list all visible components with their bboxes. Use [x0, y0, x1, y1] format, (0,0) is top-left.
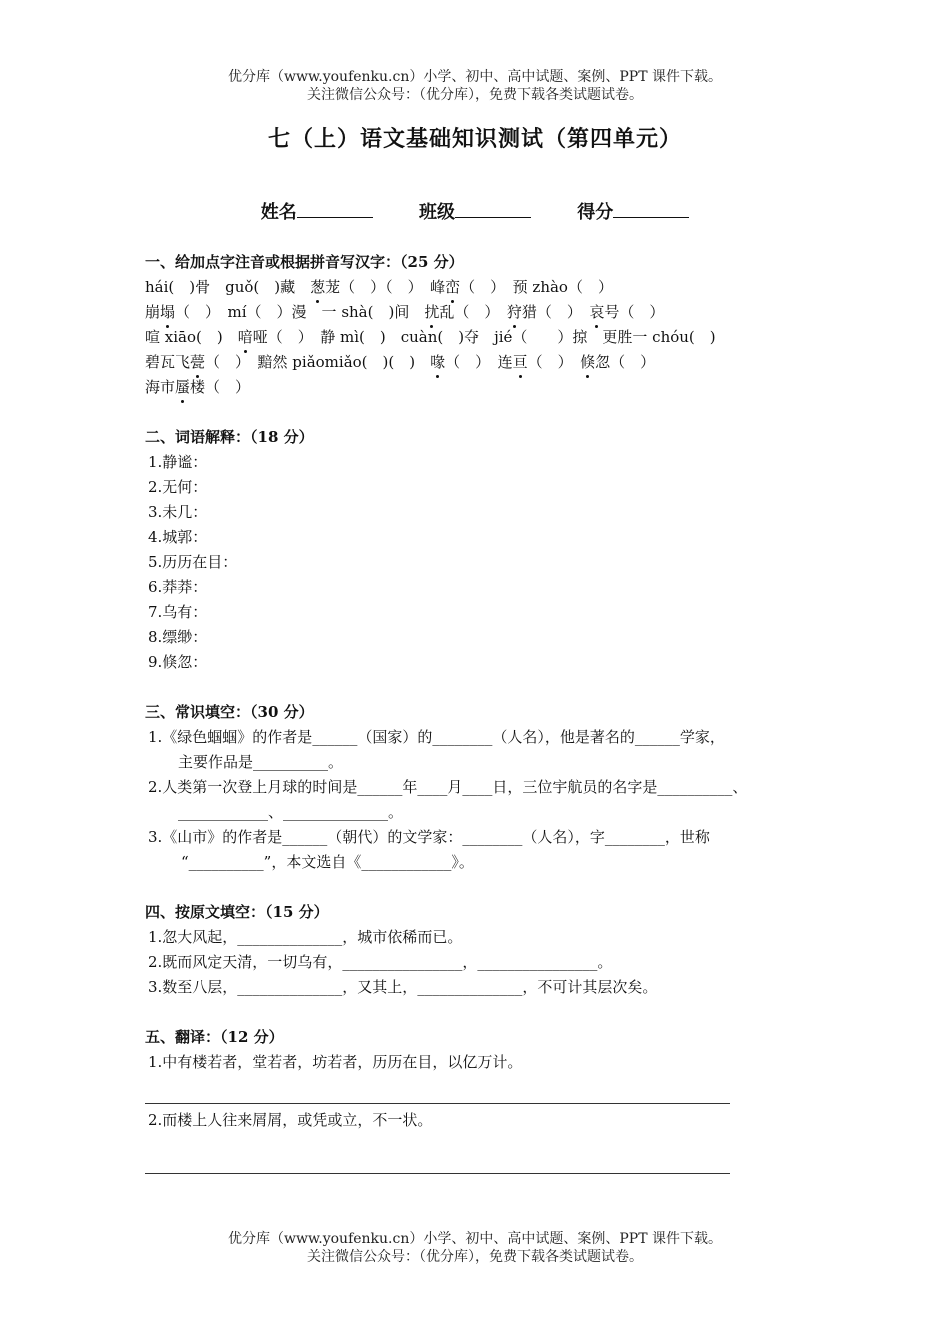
name-field[interactable]: [261, 198, 373, 224]
footer-line-1: 优分库（www.youfenku.cn）小学、初中、高中试题、案例、PPT 课件下载。: [227, 1231, 722, 1247]
vocab-item: 5.历历在目：: [148, 553, 238, 571]
footer-line-2: 关注微信公众号：（优分库），免费下载各类试题试卷。: [307, 1249, 643, 1265]
vocab-item: 2.无何：: [148, 478, 208, 496]
name-label: 姓名: [260, 202, 297, 223]
student-info: [0, 198, 950, 224]
section-2-heading: 二、词语解释：（18 分）: [145, 428, 314, 446]
knowledge-q1: 1.《绿色蝈蝈》的作者是______（国家）的________（人名），他是著名的______学家，: [148, 728, 725, 746]
section-3-heading: 三、常识填空：（30 分）: [145, 703, 314, 721]
knowledge-q3-cont: “__________”，本文选自《____________》。: [181, 853, 474, 871]
knowledge-q3: 3.《山市》的作者是______（朝代）的文学家：________（人名），字________，世称: [148, 828, 710, 846]
vocab-item: 1.静谧：: [148, 453, 208, 471]
vocab-item: 6.莽莽：: [148, 578, 208, 596]
page-footer: [0, 1230, 950, 1266]
page-title: 七（上）语文基础知识测试（第四单元）: [267, 126, 682, 152]
translate-q1: 1.中有楼若者，堂若者，坊若者，历历在目，以亿万计。: [148, 1053, 523, 1071]
section-4-heading: 四、按原文填空：（15 分）: [145, 903, 329, 921]
knowledge-q2: 2.人类第一次登上月球的时间是______年____月____日，三位宇航员的名字是__________、: [148, 778, 748, 796]
vocab-item: 7.乌有：: [148, 603, 208, 621]
pinyin-row-5: 海市蜃楼（ ）: [145, 375, 825, 400]
fill-item: 1.忽大风起，______________，城市依稀而已。: [148, 928, 463, 946]
header-line-2: 关注微信公众号：（优分库），免费下载各类试题试卷。: [307, 87, 643, 103]
translate-q2: 2.而楼上人往来屑屑，或凭或立，不一状。: [148, 1111, 433, 1129]
knowledge-q1-cont: 主要作品是__________。: [178, 753, 344, 771]
pinyin-row-3: 喧 xiāo( ) 喑哑（ ） 静 mì( ) cuàn( )夺 jié（ ）掠 更胜一 chóu( ): [145, 325, 825, 350]
pinyin-row-4: 碧瓦飞甍（ ） 黯然 piǎomiǎo( )( ) 喙（ ） 连亘（ ） 倏忽（ ）: [145, 350, 825, 375]
answer-line-2[interactable]: [145, 1173, 730, 1174]
answer-line-1[interactable]: [145, 1103, 730, 1104]
vocab-item: 9.倏忽：: [148, 653, 208, 671]
fill-item: 2.既而风定天清，一切乌有，________________，________________。: [148, 953, 613, 971]
header-line-1: 优分库（www.youfenku.cn）小学、初中、高中试题、案例、PPT 课件下载。: [227, 69, 722, 85]
vocab-item: 4.城郭：: [148, 528, 208, 546]
class-field[interactable]: [419, 198, 531, 224]
score-label: 得分: [577, 202, 614, 223]
section-5-heading: 五、翻译：（12 分）: [145, 1028, 284, 1046]
pinyin-row-1: hái( )骨 guǒ( )藏 葱茏（ ）（ ） 峰峦（ ） 预 zhào（ ）: [145, 275, 825, 300]
fill-item: 3.数至八层，______________，又其上，______________，不可计其层次矣。: [148, 978, 658, 996]
class-label: 班级: [419, 202, 455, 223]
vocab-item: 3.未几：: [148, 503, 208, 521]
vocab-item: 8.缥缈：: [148, 628, 208, 646]
knowledge-q2-cont: ____________、______________。: [178, 803, 404, 821]
section-1-heading: 一、给加点字注音或根据拼音写汉字：（25 分）: [145, 253, 464, 271]
score-field[interactable]: [577, 198, 689, 224]
page-header: [0, 68, 950, 104]
test-content: [145, 250, 825, 1174]
pinyin-row-2: 崩塌（ ） mí（ ）漫 一 shà( )间 扰乱（ ） 狩猎（ ） 哀号（ ）: [145, 300, 825, 325]
